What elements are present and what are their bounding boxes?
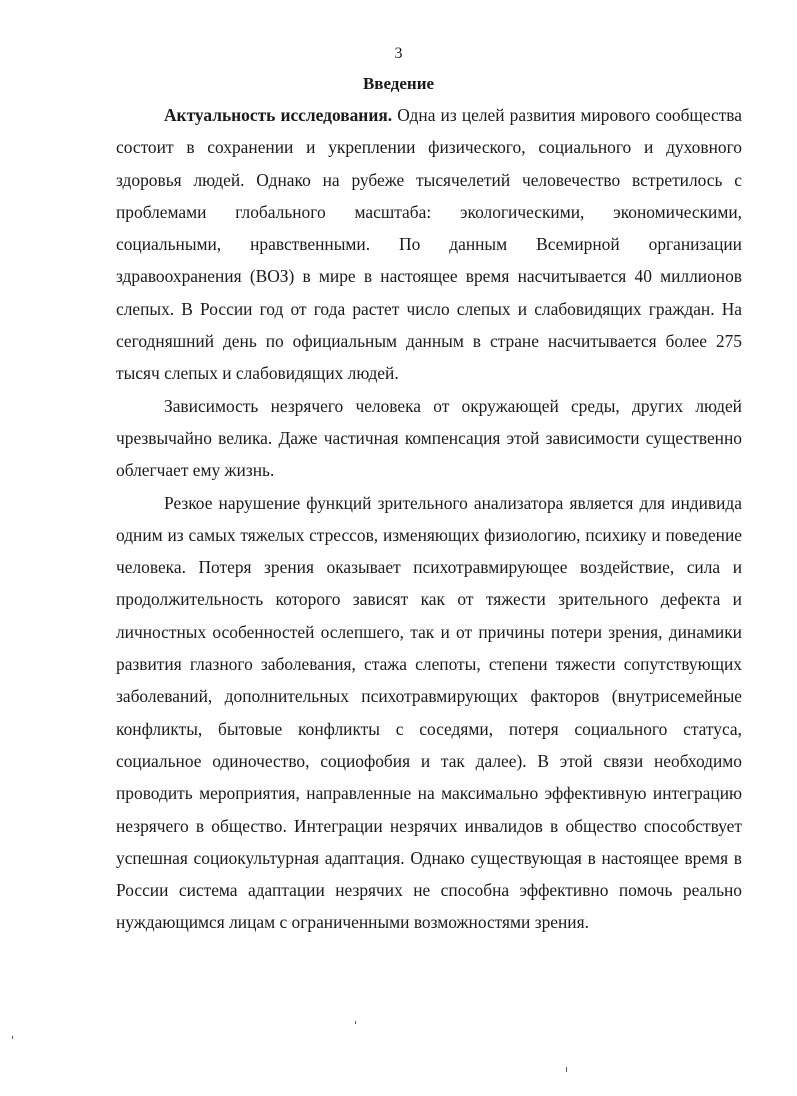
page-title: Введение [362,74,435,93]
paragraph-visual-impairment [116,487,742,939]
scan-artifact [12,1036,13,1039]
paragraph-text: Зависимость незрячего человека от окружающей среды, других людей чрезвычайно велика. Даже частичная компенсация этой зависимости существенно облегчает ему жизнь. [116,395,742,481]
paragraph-lead: Актуальность исследования. [164,105,393,125]
page-number: 3 [394,45,403,62]
paragraph-text: Резкое нарушение функций зрительного анализатора является для индивида одним из самых тяжелых стрессов, изменяющих физиологию, психику и поведение человека. Потеря зрения оказывает психотравмирующее воздействие, сила и продолжительность которого зависят как от тяжести зрительного дефекта и личностных особенностей ослепшего, так и от причины потери зрения, динамики развития глазного заболевания, стажа слепоты, степени тяжести сопутствующих заболеваний, дополнительных психотравмирующих факторов (внутрисемейные конфликты, бытовые конфликты с соседями, потеря социального статуса, социальное одиночество, социофобия и так далее). В этой связи необходимо проводить мероприятия, направленные на максимально эффективную интеграцию незрячего в общество. Интеграции незрячих инвалидов в общество способствует успешная социокультурная адаптация. Однако существующая в настоящее время в России система адаптации незрячих не способна эффективно помочь реально нуждающимся лицам с ограниченными возможностями зрения. [116,492,742,933]
scan-artifact [355,1021,356,1024]
scan-artifact [566,1067,567,1072]
body-text [116,99,742,939]
paragraph-text: Одна из целей развития мирового сообщества состоит в сохранении и укреплении физического, социального и духовного здоровья людей. Однако на рубеже тысячелетий человечество встретилось с проблемами глобального масштаба: экологическими, экономическими, социальными, нравственными. По данным Всемирной организации здравоохранения (ВОЗ) в мире в настоящее время насчитывается 40 миллионов слепых. В России год от года растет число слепых и слабовидящих граждан. На сегодняшний день по официальным данным в стране насчитывается более 275 тысяч слепых и слабовидящих людей. [116,105,742,384]
paragraph-relevance [116,99,742,390]
paragraph-dependence [116,390,742,487]
